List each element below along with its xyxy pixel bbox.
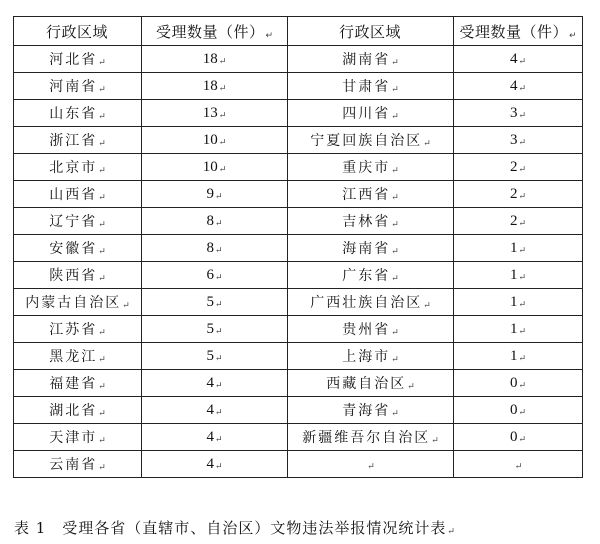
cell-count-2-text: 3 [509,104,518,121]
cell-count-1 [142,397,288,424]
paragraph-mark-icon: ↵ [214,217,223,228]
cell-region-2 [288,424,454,451]
table-row [14,100,583,127]
cell-count-2 [454,262,583,289]
paragraph-mark-icon: ↵ [391,166,399,176]
header-region-2-text: 行政区域 [338,22,401,41]
cell-count-2-text: 1 [509,239,518,256]
paragraph-mark-icon: ↵ [518,217,527,228]
table-row [14,424,583,451]
cell-region-1-text: 云南省 [49,457,98,473]
cell-region-2-text: 上海市 [342,349,391,365]
cell-region-1-text: 天津市 [49,430,98,446]
paragraph-mark-icon: ↵ [518,271,527,282]
cell-region-2 [288,316,454,343]
cell-count-1-text: 18 [202,77,218,94]
cell-region-2-text: 贵州省 [342,322,391,338]
cell-region-2-text: 重庆市 [342,160,391,176]
paragraph-mark-icon: ↵ [518,406,527,417]
paragraph-mark-icon: ↵ [98,409,106,419]
paragraph-mark-icon: ↵ [98,166,106,176]
paragraph-mark-icon: ↵ [218,82,227,93]
paragraph-mark-icon: ↵ [518,190,527,201]
cell-region-2-text: 新疆维吾尔自治区 [302,430,431,446]
paragraph-mark-icon: ↵ [568,30,577,41]
paragraph-mark-icon: ↵ [98,112,106,122]
cell-count-1 [142,181,288,208]
paragraph-mark-icon: ↵ [214,244,223,255]
paragraph-mark-icon: ↵ [518,109,527,120]
paragraph-mark-icon: ↵ [391,112,399,122]
cell-count-2 [454,127,583,154]
cell-count-2-text: 1 [509,320,518,337]
cell-count-1-text: 6 [206,266,214,283]
cell-region-1 [14,127,142,154]
paragraph-mark-icon: ↵ [218,109,227,120]
paragraph-mark-icon: ↵ [98,463,106,473]
paragraph-mark-icon: ↵ [214,271,223,282]
cell-count-1 [142,208,288,235]
cell-count-1 [142,73,288,100]
cell-count-2 [454,451,583,478]
paragraph-mark-icon: ↵ [218,136,227,147]
cell-region-2 [288,73,454,100]
cell-count-1 [142,424,288,451]
cell-region-2 [288,208,454,235]
cell-region-2 [288,100,454,127]
header-count-2 [454,17,583,46]
cell-region-2-text: 四川省 [342,106,391,122]
cell-region-2 [288,127,454,154]
cell-region-1-text: 黑龙江 [49,349,98,365]
table-row [14,397,583,424]
cell-region-1-text: 山东省 [49,106,98,122]
table-row [14,235,583,262]
paragraph-mark-icon: ↵ [423,139,431,149]
paragraph-mark-icon: ↵ [214,325,223,336]
table-body [14,46,583,478]
cell-count-2-text: 2 [509,185,518,202]
cell-region-1 [14,289,142,316]
cell-count-1-text: 5 [206,320,214,337]
cell-count-2-text: 1 [509,347,518,364]
cell-count-2-text: 1 [509,266,518,283]
cell-region-2 [288,46,454,73]
cell-count-1-text: 4 [206,455,214,472]
paragraph-mark-icon: ↵ [391,85,399,95]
cell-count-1 [142,154,288,181]
cell-count-2-text: 4 [509,50,518,67]
cell-region-2 [288,181,454,208]
cell-count-1-text: 10 [202,131,218,148]
cell-region-1-text: 江苏省 [49,322,98,338]
paragraph-mark-icon: ↵ [518,82,527,93]
cell-count-1-text: 5 [206,293,214,310]
cell-count-2-text: 0 [509,401,518,418]
paragraph-mark-icon: ↵ [214,379,223,390]
cell-count-2-text: 0 [509,428,518,445]
table-row [14,451,583,478]
paragraph-mark-icon: ↵ [214,298,223,309]
cell-count-2 [454,343,583,370]
cell-region-1-text: 辽宁省 [49,214,98,230]
cell-region-2-text: 广东省 [342,268,391,284]
cell-count-2 [454,73,583,100]
cell-count-2 [454,208,583,235]
cell-count-2 [454,424,583,451]
table-row [14,289,583,316]
cell-region-1-text: 浙江省 [49,133,98,149]
paragraph-mark-icon: ↵ [391,247,399,257]
paragraph-mark-icon: ↵ [518,352,527,363]
paragraph-mark-icon: ↵ [98,85,106,95]
cell-region-1 [14,343,142,370]
cell-count-1 [142,100,288,127]
header-count-1-text: 受理数量（件） [155,22,265,41]
paragraph-mark-icon: ↵ [98,274,106,284]
paragraph-mark-icon: ↵ [391,355,399,365]
table-row [14,154,583,181]
table-caption-text: 表 1 受理各省（直辖市、自治区）文物违法举报情况统计表 [14,519,447,537]
cell-count-2 [454,370,583,397]
cell-count-1-text: 10 [202,158,218,175]
cell-count-1-text: 13 [202,104,218,121]
paragraph-mark-icon: ↵ [391,274,399,284]
cell-count-1-text: 8 [206,239,214,256]
paragraph-mark-icon: ↵ [218,55,227,66]
cell-region-1 [14,46,142,73]
cell-region-1-text: 河南省 [49,79,98,95]
paragraph-mark-icon: ↵ [518,136,527,147]
paragraph-mark-icon: ↵ [218,163,227,174]
paragraph-mark-icon: ↵ [518,163,527,174]
paragraph-mark-icon: ↵ [98,436,106,446]
paragraph-mark-icon: ↵ [122,301,130,311]
cell-region-2 [288,343,454,370]
cell-region-1-text: 河北省 [49,52,98,68]
paragraph-mark-icon: ↵ [447,527,455,537]
cell-count-1 [142,370,288,397]
table-row [14,262,583,289]
table-row [14,46,583,73]
cell-region-1-text: 湖北省 [49,403,98,419]
paragraph-mark-icon: ↵ [214,190,223,201]
paragraph-mark-icon: ↵ [514,460,523,471]
cell-count-1 [142,46,288,73]
paragraph-mark-icon: ↵ [214,406,223,417]
paragraph-mark-icon: ↵ [391,328,399,338]
paragraph-mark-icon: ↵ [98,247,106,257]
cell-count-2 [454,154,583,181]
cell-region-1-text: 福建省 [49,376,98,392]
cell-count-2-text: 3 [509,131,518,148]
table-row [14,127,583,154]
paragraph-mark-icon: ↵ [518,298,527,309]
cell-region-2-text: 广西壮族自治区 [310,295,423,311]
table-row [14,370,583,397]
paragraph-mark-icon: ↵ [98,139,106,149]
paragraph-mark-icon: ↵ [431,436,439,446]
paragraph-mark-icon: ↵ [423,301,431,311]
paragraph-mark-icon: ↵ [391,409,399,419]
cell-region-1 [14,316,142,343]
cell-region-2 [288,235,454,262]
table-row [14,208,583,235]
header-count-2-text: 受理数量（件） [459,22,568,41]
paragraph-mark-icon: ↵ [391,220,399,230]
cell-region-1 [14,208,142,235]
paragraph-mark-icon: ↵ [98,328,106,338]
paragraph-mark-icon: ↵ [214,433,223,444]
table-row [14,181,583,208]
paragraph-mark-icon: ↵ [98,193,106,203]
cell-count-1 [142,235,288,262]
cell-count-2-text: 0 [509,374,518,391]
cell-region-2-text: 江西省 [342,187,391,203]
cell-region-1-text: 北京市 [49,160,98,176]
cell-region-2 [288,154,454,181]
cell-count-1 [142,316,288,343]
table-row [14,343,583,370]
cell-region-1 [14,181,142,208]
cell-count-1-text: 8 [206,212,214,229]
cell-region-1-text: 陕西省 [49,268,98,284]
cell-region-2-text: 西藏自治区 [326,376,407,392]
cell-count-1-text: 4 [206,374,214,391]
cell-count-1-text: 4 [206,428,214,445]
cell-count-1 [142,343,288,370]
cell-count-2 [454,316,583,343]
cell-count-2 [454,289,583,316]
cell-region-2 [288,370,454,397]
cell-count-2-text: 1 [509,293,518,310]
table-row [14,316,583,343]
table-row [14,73,583,100]
paragraph-mark-icon: ↵ [98,58,106,68]
cell-region-1 [14,370,142,397]
paragraph-mark-icon: ↵ [391,58,399,68]
table-caption [14,517,455,538]
cell-region-2-text: 宁夏回族自治区 [310,133,423,149]
cell-count-1 [142,451,288,478]
header-region-2 [288,17,454,46]
statistics-table [13,16,583,478]
cell-region-1-text: 安徽省 [49,241,98,257]
header-row [14,17,583,46]
cell-region-2-text: 湖南省 [342,52,391,68]
cell-region-1 [14,424,142,451]
cell-count-2-text: 2 [509,158,518,175]
cell-region-1 [14,154,142,181]
cell-region-1 [14,451,142,478]
cell-region-1-text: 山西省 [49,187,98,203]
cell-region-2-text: 吉林省 [342,214,391,230]
paragraph-mark-icon: ↵ [518,379,527,390]
paragraph-mark-icon: ↵ [98,382,106,392]
paragraph-mark-icon: ↵ [98,355,106,365]
cell-count-1 [142,289,288,316]
cell-region-2-text: 青海省 [342,403,391,419]
cell-count-1-text: 5 [206,347,214,364]
cell-count-2-text: 4 [509,77,518,94]
cell-count-2 [454,46,583,73]
paragraph-mark-icon: ↵ [518,244,527,255]
cell-region-2 [288,262,454,289]
header-count-1 [142,17,288,46]
header-region-1-text: 行政区域 [45,22,108,41]
paragraph-mark-icon: ↵ [518,433,527,444]
paragraph-mark-icon: ↵ [98,220,106,230]
cell-region-1 [14,235,142,262]
paragraph-mark-icon: ↵ [265,30,274,41]
cell-count-1 [142,127,288,154]
cell-count-2 [454,100,583,127]
cell-region-2-text: 海南省 [342,241,391,257]
cell-count-1-text: 9 [206,185,214,202]
paragraph-mark-icon: ↵ [407,382,415,392]
paragraph-mark-icon: ↵ [367,462,375,472]
cell-region-2 [288,451,454,478]
cell-count-2-text: 2 [509,212,518,229]
paragraph-mark-icon: ↵ [214,352,223,363]
cell-region-2 [288,397,454,424]
paragraph-mark-icon: ↵ [518,325,527,336]
cell-count-1 [142,262,288,289]
paragraph-mark-icon: ↵ [214,460,223,471]
cell-region-1 [14,397,142,424]
paragraph-mark-icon: ↵ [391,193,399,203]
cell-region-1 [14,100,142,127]
cell-count-1-text: 18 [202,50,218,67]
cell-count-2 [454,235,583,262]
cell-region-2-text: 甘肃省 [342,79,391,95]
paragraph-mark-icon: ↵ [518,55,527,66]
cell-region-1-text: 内蒙古自治区 [25,295,122,311]
cell-count-2 [454,397,583,424]
cell-region-1 [14,73,142,100]
cell-region-1 [14,262,142,289]
cell-count-1-text: 4 [206,401,214,418]
cell-count-2 [454,181,583,208]
cell-region-2 [288,289,454,316]
header-region-1 [14,17,142,46]
